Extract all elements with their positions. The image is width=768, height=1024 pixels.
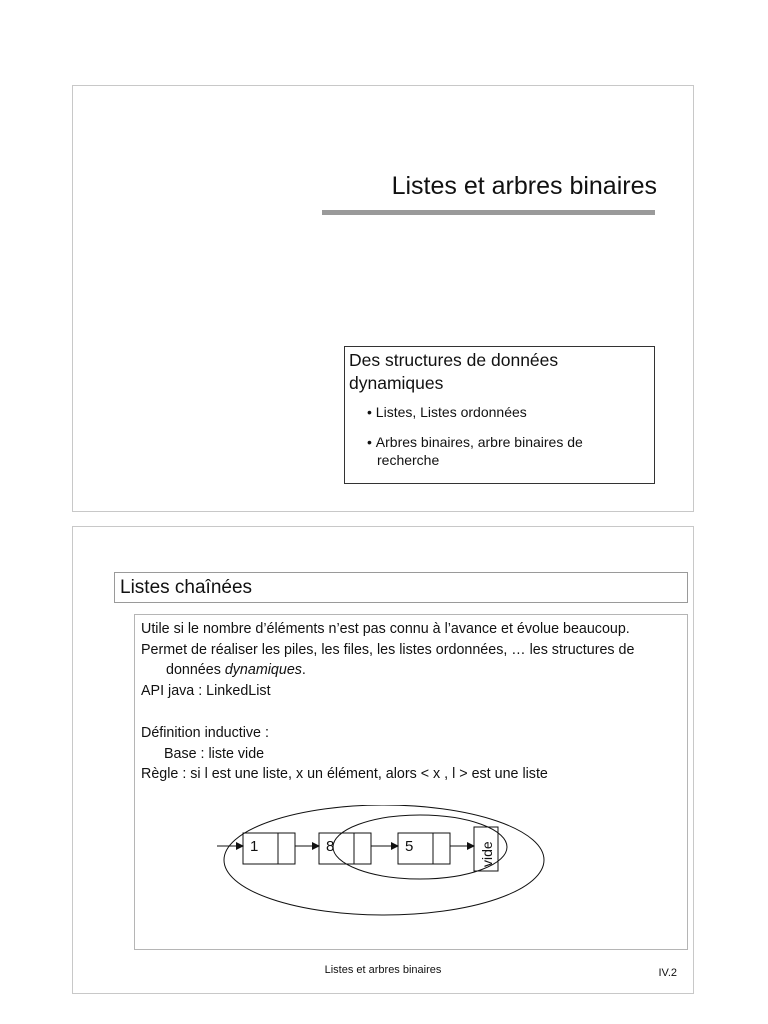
slide-header: Listes chaînées (114, 572, 688, 603)
outer-list-ellipse (224, 805, 544, 915)
bullet-item: • Arbres binaires, arbre binaires de recherche (349, 433, 646, 469)
node-value: 5 (405, 838, 414, 855)
slide-linked-lists (72, 526, 694, 994)
title-underline (322, 210, 655, 215)
summary-box-title: Des structures de données dynamiques (349, 350, 559, 393)
emphasis-text: dynamiques (224, 662, 302, 678)
text-line: Définition inductive : (141, 725, 269, 741)
text-line: Règle : si l est une liste, x un élément, alors < x , l > est une liste (141, 766, 548, 782)
text-span: Permet de réaliser les piles, les files, les listes ordonnées, … les structures de données (141, 641, 635, 678)
linked-list-diagram (215, 805, 565, 935)
slide-title-heading: Listes et arbres binaires (391, 172, 657, 200)
node-value: 1 (250, 838, 259, 855)
page-number: IV.2 (658, 967, 677, 979)
empty-list-label: vide (479, 841, 495, 867)
text-line: API java : LinkedList (141, 682, 271, 699)
summary-bullet-list (349, 403, 646, 469)
summary-box (344, 346, 655, 484)
text-span: . (301, 662, 306, 678)
slide-footer: Listes et arbres binaires (324, 964, 442, 976)
slide-body (134, 614, 688, 950)
text-line-structures (141, 640, 681, 681)
slide-title (72, 85, 694, 512)
text-line: Base : liste vide (164, 745, 265, 762)
node-value: 8 (326, 838, 335, 855)
bullet-item: • Listes, Listes ordonnées (349, 403, 646, 421)
text-line: Utile si le nombre d’éléments n’est pas connu à l’avance et évolue beaucoup. (141, 621, 630, 637)
